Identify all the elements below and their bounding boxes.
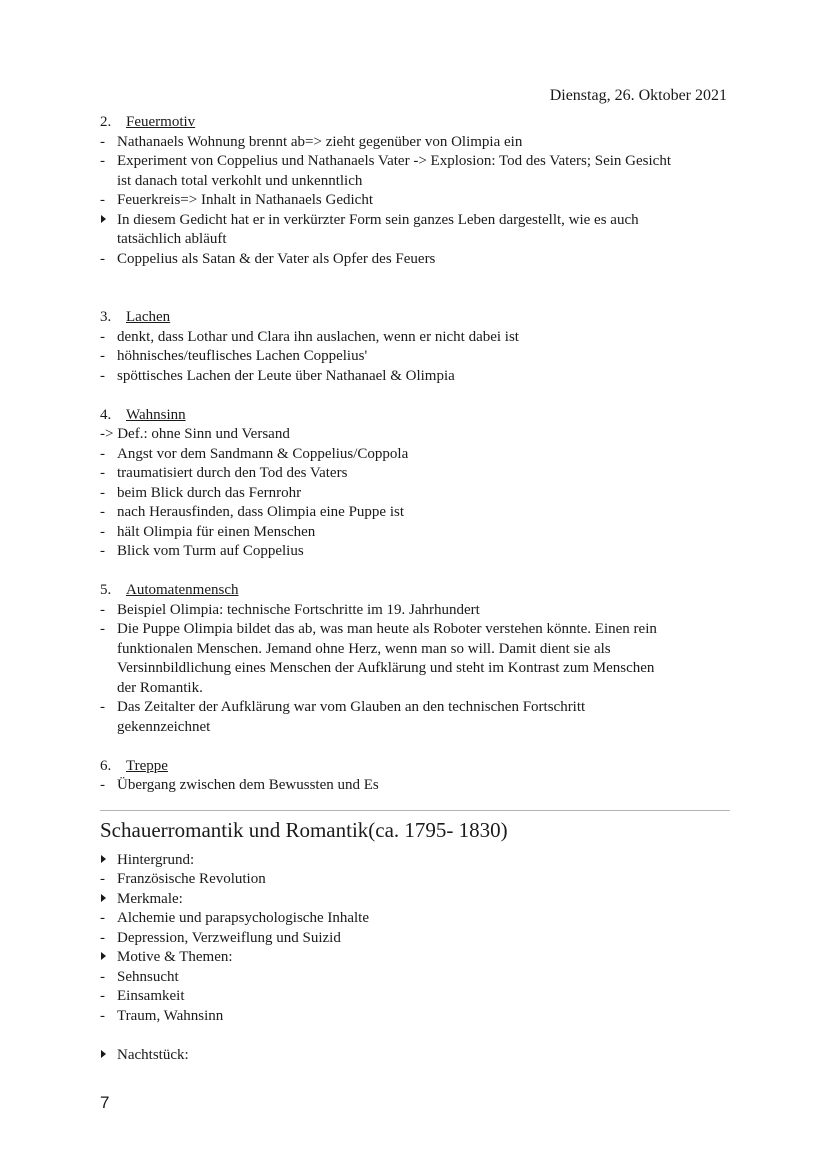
list-item: - Französische Revolution [100,870,730,890]
list-item: - Einsamkeit [100,987,730,1007]
list-item: - Beispiel Olimpia: technische Fortschritte im 19. Jahrhundert [100,601,730,621]
dash-marker: - [100,601,105,618]
triangle-bullet-icon [100,890,114,910]
list-item: - Nathanaels Wohnung brennt ab=> zieht gegenüber von Olimpia ein [100,133,730,153]
section-title: Automatenmensch [126,582,239,598]
section-number: 4. [100,406,112,423]
list-item: - Das Zeitalter der Aufklärung war vom Glauben an den technischen Fortschritt [100,698,730,718]
triangle-bullet-icon [100,211,114,231]
list-item: - Feuerkreis=> Inhalt in Nathanaels Gedicht [100,191,730,211]
list-item: - spöttisches Lachen der Leute über Nathanael & Olimpia [100,367,730,387]
dash-marker: - [100,523,105,540]
spacer [100,1026,730,1046]
section-heading-automatenmensch [100,581,730,601]
list-item: - traumatisiert durch den Tod des Vaters [100,464,730,484]
section-title: Feuermotiv [126,114,196,130]
spacer [100,386,730,406]
list-item: Hintergrund: [100,851,730,871]
divider [100,810,730,811]
list-item: - Traum, Wahnsinn [100,1007,730,1027]
list-item: Motive & Themen: [100,948,730,968]
dash-marker: - [100,367,105,384]
list-item: Merkmale: [100,890,730,910]
dash-marker: - [100,871,105,887]
list-item: - nach Herausfinden, dass Olimpia eine Puppe ist [100,503,730,523]
definition-line: -> Def.: ohne Sinn und Versand [100,426,290,442]
dash-marker: - [100,465,105,481]
section-number: 2. [100,114,112,130]
list-item: - Sehnsucht [100,968,730,988]
list-item-continuation: funktionalen Menschen. Jemand ohne Herz, wenn man so will. Damit dient sie als [117,640,611,657]
dash-marker: - [100,699,105,715]
dash-marker: - [100,348,105,364]
list-item: - Die Puppe Olimpia bildet das ab, was man heute als Roboter verstehen könnte. Einen rein [100,620,730,640]
spacer [100,737,730,757]
list-item: - Coppelius als Satan & der Vater als Opfer des Feuers [100,250,730,270]
dash-marker: - [100,777,105,793]
list-item: - Experiment von Coppelius und Nathanaels Vater -> Explosion: Tod des Vaters; Sein Gesicht [100,152,730,172]
section-number: 3. [100,309,112,325]
list-item-continuation: ist danach total verkohlt und unkenntlich [117,172,363,189]
list-item-continuation: Versinnbildlichung eines Menschen der Aufklärung und steht im Kontrast zum Menschen [117,660,655,676]
spacer [100,562,730,582]
section-heading-wahnsinn [100,406,730,426]
list-item: - beim Blick durch das Fernrohr [100,484,730,504]
dash-marker: - [100,328,105,345]
dash-marker: - [100,153,105,169]
list-item-continuation: gekennzeichnet [117,718,211,735]
list-item: - höhnisches/teuflisches Lachen Coppelius' [100,347,730,367]
section-title: Treppe [126,757,168,774]
list-item: - Angst vor dem Sandmann & Coppelius/Coppola [100,445,730,465]
spacer [100,269,730,308]
triangle-bullet-icon [100,1046,114,1066]
dash-marker: - [100,621,105,637]
section-number: 5. [100,582,112,598]
list-item: - hält Olimpia für einen Menschen [100,523,730,543]
list-item: - denkt, dass Lothar und Clara ihn auslachen, wenn er nicht dabei ist [100,328,730,348]
section-number: 6. [100,757,112,774]
dash-marker: - [100,133,105,150]
dash-marker: - [100,1007,105,1024]
section-heading-feuermotiv [100,113,730,133]
list-item: - Übergang zwischen dem Bewussten und Es [100,776,730,796]
list-item: - Alchemie und parapsychologische Inhalte [100,909,730,929]
triangle-bullet-icon [100,851,114,871]
section-heading-lachen [100,308,730,328]
section-heading-treppe [100,757,730,777]
section-title-romantik: Schauerromantik und Romantik(ca. 1795- 1830) [100,817,508,842]
list-item-continuation: tatsächlich abläuft [117,231,227,247]
list-item: - Depression, Verzweiflung und Suizid [100,929,730,949]
list-item: In diesem Gedicht hat er in verkürzter Form sein ganzes Leben dargestellt, wie es auch [100,211,730,231]
page-number: 7 [100,1093,110,1112]
dash-marker: - [100,968,105,985]
section-title: Wahnsinn [126,406,186,423]
dash-marker: - [100,988,105,1004]
dash-marker: - [100,543,105,559]
list-item: Nachtstück: [100,1046,730,1066]
triangle-bullet-icon [100,948,114,968]
list-item: - Blick vom Turm auf Coppelius [100,542,730,562]
date-header: Dienstag, 26. Oktober 2021 [549,87,727,104]
dash-marker: - [100,250,105,267]
dash-marker: - [100,484,105,501]
dash-marker: - [100,910,105,926]
dash-marker: - [100,504,105,520]
section-title: Lachen [126,309,171,325]
dash-marker: - [100,192,105,208]
list-item-continuation: der Romantik. [117,679,203,696]
notes-content [100,113,730,1065]
dash-marker: - [100,929,105,946]
dash-marker: - [100,445,105,462]
